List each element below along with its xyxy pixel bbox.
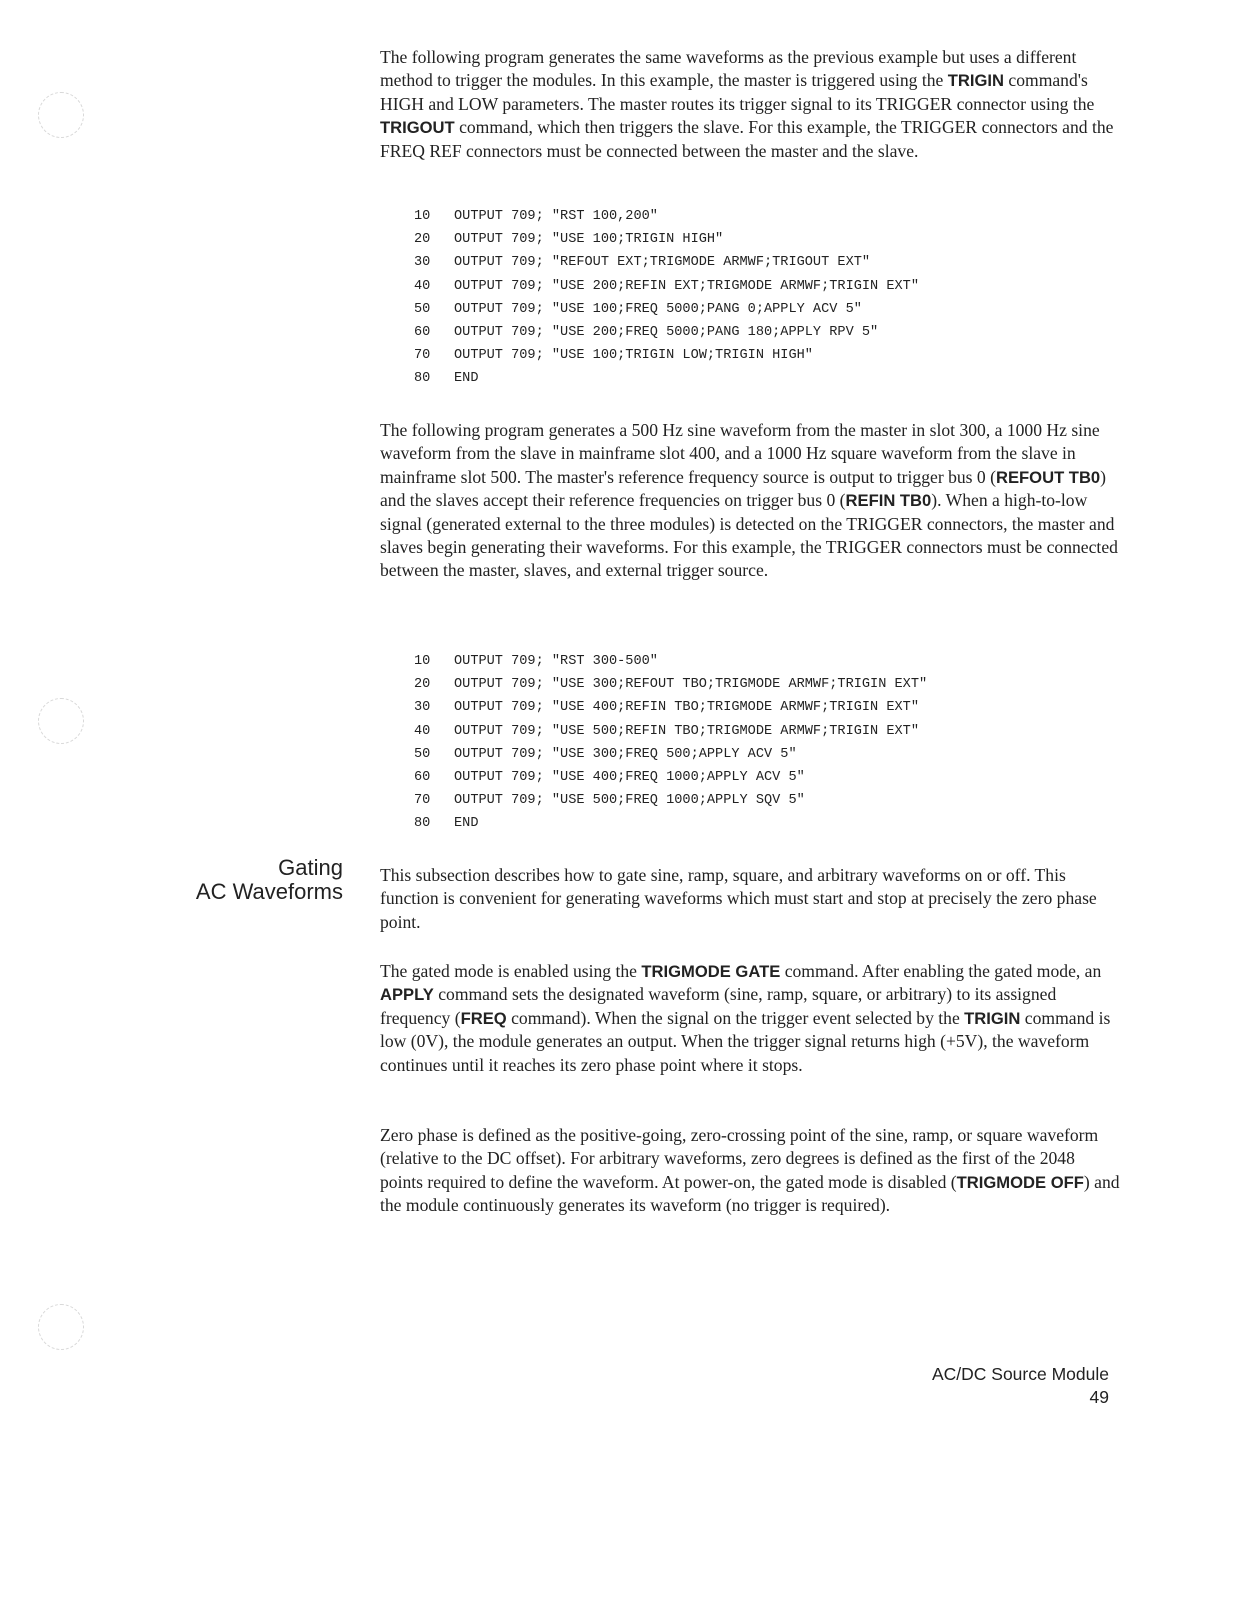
code-line: 70 OUTPUT 709; "USE 100;TRIGIN LOW;TRIGIN HIGH" [414, 348, 813, 364]
section-heading-gating: Gating AC Waveforms [195, 855, 343, 904]
code-listing-1 [414, 205, 919, 391]
code-line: 60 OUTPUT 709; "USE 200;FREQ 5000;PANG 180;APPLY RPV 5" [414, 324, 879, 340]
paragraph-gated-mode: The gated mode is enabled using the TRIGMODE GATE command. After enabling the gated mode, an APPLY command sets the designated waveform (sine, ramp, square, or arbitrary) to its assigned frequency (FREQ command). When the signal on the trigger event selected by the TRIGIN command is low (0V), the module generates an output. When the trigger signal returns high (+5V), the waveform continues until it reaches its zero phase point where it stops. [380, 961, 1111, 1075]
code-line: 50 OUTPUT 709; "USE 300;FREQ 500;APPLY ACV 5" [414, 746, 797, 762]
code-line: 80 END [414, 816, 479, 832]
code-line: 20 OUTPUT 709; "USE 300;REFOUT TBO;TRIGMODE ARMWF;TRIGIN EXT" [414, 677, 928, 693]
binder-hole-top [38, 92, 84, 138]
code-line: 20 OUTPUT 709; "USE 100;TRIGIN HIGH" [414, 232, 724, 248]
code-line: 80 END [414, 371, 479, 387]
binder-hole-middle [38, 698, 84, 744]
paragraph-trigin-method: The following program generates the same waveforms as the previous example but uses a different method to trigger the modules. In this example, the master is triggered using the TRIGIN command's HIGH and LOW parameters. The master routes its trigger signal to its TRIGGER connector using the TRIGOUT command, which then triggers the slave. For this example, the TRIGGER connectors and the FREQ REF connectors must be connected between the master and the slave. [380, 47, 1114, 161]
paragraph-three-module-example: The following program generates a 500 Hz sine waveform from the master in slot 300, a 1000 Hz sine waveform from the slave in mainframe slot 400, and a 1000 Hz square waveform from the slave in mainframe slot 500. The master's reference frequency source is output to trigger bus 0 (REFOUT TB0) and the slaves accept their reference frequencies on trigger bus 0 (REFIN TB0). When a high-to-low signal (generated external to the three modules) is detected on the TRIGGER connectors, the master and slaves begin generating their waveforms. For this example, the TRIGGER connectors must be connected between the master, slaves, and external trigger source. [380, 420, 1118, 581]
binder-hole-bottom [38, 1304, 84, 1350]
code-line: 10 OUTPUT 709; "RST 300-500" [414, 654, 658, 669]
code-line: 30 OUTPUT 709; "USE 400;REFIN TBO;TRIGMODE ARMWF;TRIGIN EXT" [414, 700, 919, 716]
code-listing-2 [414, 650, 927, 836]
code-line: 40 OUTPUT 709; "USE 500;REFIN TBO;TRIGMODE ARMWF;TRIGIN EXT" [414, 723, 919, 739]
code-line: 30 OUTPUT 709; "REFOUT EXT;TRIGMODE ARMWF;TRIGOUT EXT" [414, 255, 871, 271]
code-line: 10 OUTPUT 709; "RST 100,200" [414, 209, 658, 224]
page-number: 49 [1089, 1387, 1109, 1407]
code-line: 50 OUTPUT 709; "USE 100;FREQ 5000;PANG 0;APPLY ACV 5" [414, 301, 862, 317]
code-line: 40 OUTPUT 709; "USE 200;REFIN EXT;TRIGMODE ARMWF;TRIGIN EXT" [414, 278, 919, 294]
code-line: 60 OUTPUT 709; "USE 400;FREQ 1000;APPLY ACV 5" [414, 769, 805, 785]
code-line: 70 OUTPUT 709; "USE 500;FREQ 1000;APPLY SQV 5" [414, 793, 805, 809]
footer-title: AC/DC Source Module [931, 1364, 1109, 1384]
paragraph-zero-phase: Zero phase is defined as the positive-going, zero-crossing point of the sine, ramp, or square waveform (relative to the DC offset). For arbitrary waveforms, zero degrees is defined as the first of the 2048 points required to define the waveform. At power-on, the gated mode is disabled (TRIGMODE OFF) and the module continuously generates its waveform (no trigger is required). [380, 1125, 1120, 1216]
paragraph-gating-intro: This subsection describes how to gate sine, ramp, square, and arbitrary waveforms on or off. This function is convenient for generating waveforms which must start and stop at precisely the zero phase point. [380, 865, 1097, 932]
page-footer [932, 1364, 1109, 1408]
